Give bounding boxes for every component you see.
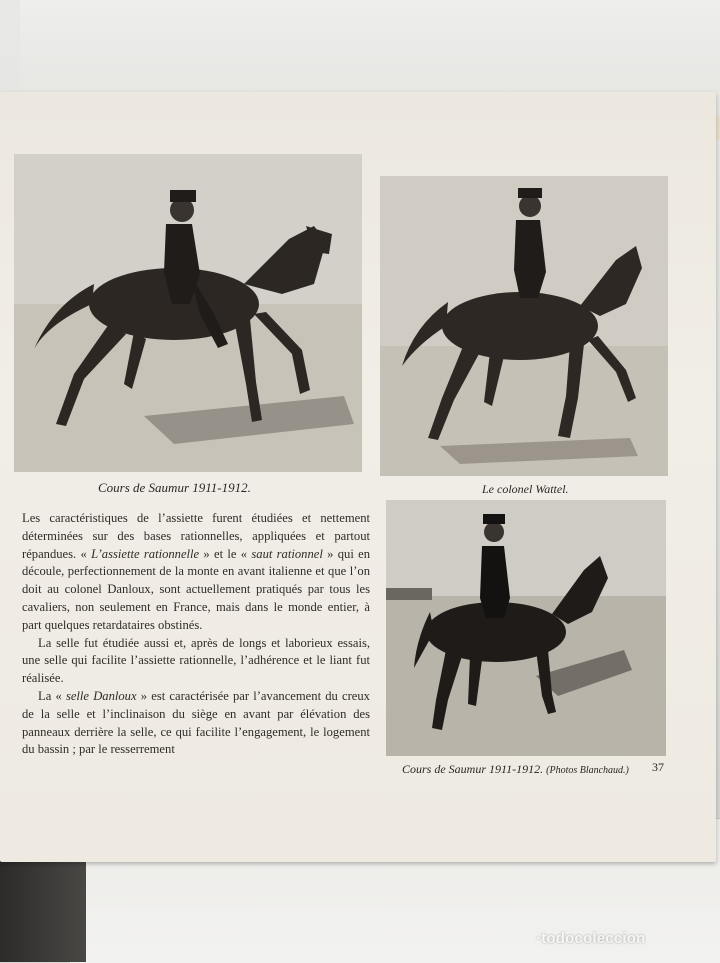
body-text	[22, 510, 370, 759]
text-run: » qui en découle, perfectionnement de la monte en avant italienne et que l’on doit au colonel Danloux, sont actuellement pratiqués par tous les cavaliers, non seulement en France, mais dans le monde entier, à part quelques retardataires obstinés.	[22, 546, 370, 632]
text-run: » et le «	[199, 546, 252, 561]
paragraph	[22, 510, 370, 635]
photo-caption-3-text: Cours de Saumur 1911-1912.	[402, 762, 544, 776]
paragraph	[22, 688, 370, 759]
page-number: 37	[652, 760, 664, 774]
horse-rider-illustration	[380, 176, 668, 476]
photo-le-colonel-wattel	[380, 176, 668, 476]
dark-corner	[0, 860, 86, 962]
watermark	[536, 930, 645, 947]
book-page	[0, 92, 716, 862]
photo-cours-de-saumur-2	[386, 500, 666, 756]
photo-cours-de-saumur-1	[14, 154, 362, 472]
photo-credit: (Photos Blanchaud.)	[546, 765, 629, 776]
text-run: La selle fut étudiée aussi et, après de longs et laborieux essais, une selle qui facilite l’assiette rationnelle, l’adhérence et le liant fut réalisée.	[22, 635, 370, 686]
italic-text: saut rationnel	[251, 546, 323, 561]
italic-text: selle Danloux	[65, 688, 137, 703]
horse-rider-illustration	[14, 154, 362, 472]
watermark-brand: todocoleccion	[541, 930, 646, 947]
italic-text: L’assiette rationnelle	[91, 546, 200, 561]
photo-caption-1: Cours de Saumur 1911-1912.	[98, 480, 251, 495]
paragraph	[22, 635, 370, 688]
watermark-dot: ·	[536, 930, 542, 947]
photo-caption-3	[402, 762, 629, 777]
text-run: » est caractérisée par l’avancement du creux de la selle et l’inclinaison du siège en avant par élévation des panneaux derrière la selle, ce qui facilite l’engagement, le logement du bassin ; par le resserrement	[22, 688, 370, 757]
horse-rider-illustration	[386, 500, 666, 756]
photo-caption-2: Le colonel Wattel.	[482, 482, 569, 496]
text-run: Les caractéristiques de l’assiette furent étudiées et nettement déterminées sur des bases rationnelles, appliquées et partout répandues. «	[22, 511, 370, 561]
text-run: La «	[38, 688, 66, 703]
